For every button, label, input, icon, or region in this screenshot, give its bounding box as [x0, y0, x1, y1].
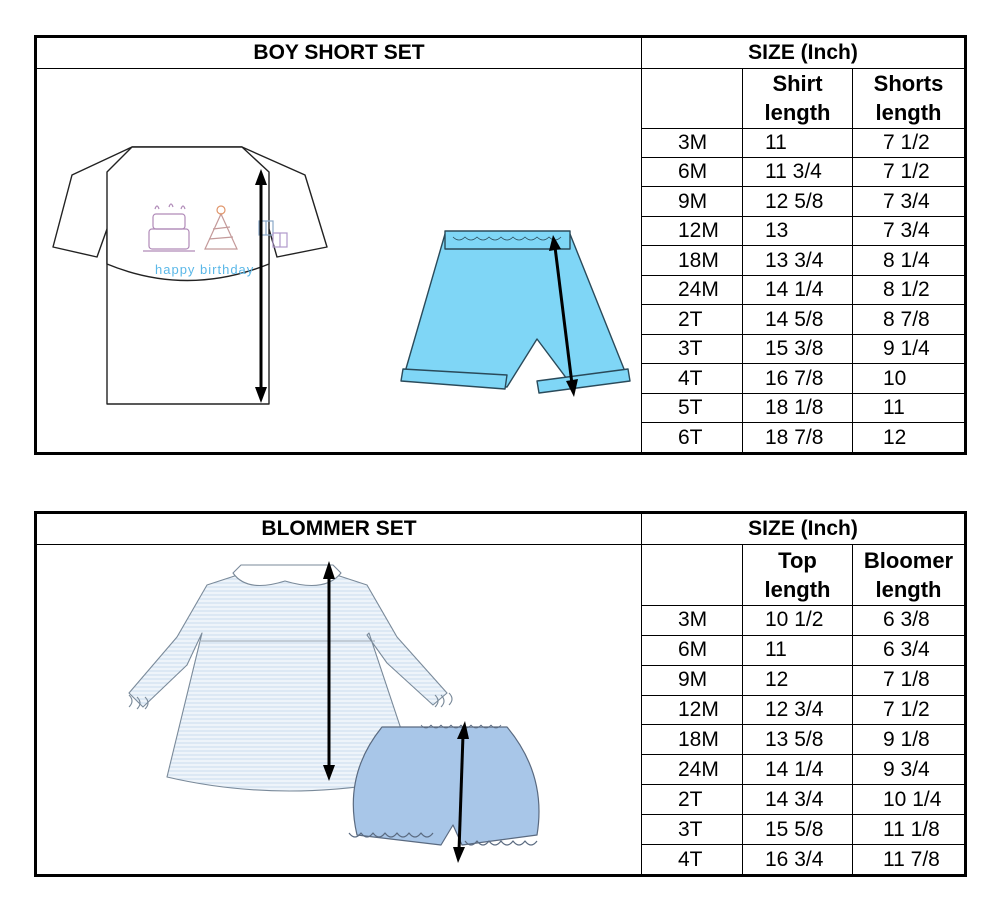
shirt-length-value: 18 7/8 [743, 423, 853, 453]
boy-outfit-drawing [37, 69, 642, 455]
bloomer-size-col-header [642, 544, 743, 605]
size-label: 24M [642, 755, 743, 785]
shorts-length-value: 9 1/4 [853, 334, 965, 363]
bloomer-length-value: 9 1/8 [853, 725, 965, 755]
top-length-value: 10 1/2 [743, 605, 853, 635]
bloomer-size-table [36, 513, 965, 875]
shirt-length-value: 14 5/8 [743, 305, 853, 334]
boy-short-set-chart [34, 35, 967, 455]
top-length-value: 12 [743, 665, 853, 695]
size-label: 18M [642, 246, 743, 275]
shorts-length-value: 8 7/8 [853, 305, 965, 334]
shorts-length-value: 7 1/2 [853, 128, 965, 157]
bloomer-set-illustration [37, 544, 642, 874]
bloomer-length-value: 9 3/4 [853, 755, 965, 785]
boy-set-title: BOY SHORT SET [37, 38, 642, 69]
size-label: 12M [642, 216, 743, 245]
boy-size-col-header [642, 68, 743, 128]
boy-set-illustration [37, 68, 642, 453]
top-length-value: 13 5/8 [743, 725, 853, 755]
bloomer-length-header: Bloomer length [853, 544, 965, 605]
shirt-length-value: 12 5/8 [743, 187, 853, 216]
size-label: 6M [642, 157, 743, 186]
bloomer-length-value: 7 1/8 [853, 665, 965, 695]
bloomer-size-header: SIZE (Inch) [642, 514, 965, 545]
shirt-length-header: Shirt length [743, 68, 853, 128]
bloomer-length-value: 11 1/8 [853, 815, 965, 845]
shorts-length-value: 7 3/4 [853, 187, 965, 216]
shirt-length-value: 13 3/4 [743, 246, 853, 275]
size-label: 3T [642, 334, 743, 363]
size-label: 6T [642, 423, 743, 453]
bloomer-set-title: BLOMMER SET [37, 514, 642, 545]
top-length-header: Top length [743, 544, 853, 605]
bloomer-length-value: 6 3/8 [853, 605, 965, 635]
top-length-value: 15 5/8 [743, 815, 853, 845]
bloomer-length-value: 7 1/2 [853, 695, 965, 725]
top-length-value: 16 3/4 [743, 845, 853, 875]
shirt-length-value: 13 [743, 216, 853, 245]
size-label: 2T [642, 305, 743, 334]
size-label: 24M [642, 275, 743, 304]
top-length-value: 12 3/4 [743, 695, 853, 725]
bloomer-outfit-drawing [37, 545, 642, 877]
shirt-length-value: 11 3/4 [743, 157, 853, 186]
size-label: 3T [642, 815, 743, 845]
shorts-length-value: 8 1/4 [853, 246, 965, 275]
size-label: 9M [642, 187, 743, 216]
bloomer-illustration [349, 725, 539, 845]
shorts-length-value: 7 1/2 [853, 157, 965, 186]
size-label: 9M [642, 665, 743, 695]
bloomer-length-value: 10 1/4 [853, 785, 965, 815]
size-label: 6M [642, 635, 743, 665]
bloomer-set-chart [34, 511, 967, 877]
size-label: 3M [642, 128, 743, 157]
shorts-length-value: 11 [853, 393, 965, 422]
shirt-length-value: 14 1/4 [743, 275, 853, 304]
top-length-value: 14 1/4 [743, 755, 853, 785]
size-label: 4T [642, 364, 743, 393]
shorts-length-value: 12 [853, 423, 965, 453]
size-label: 5T [642, 393, 743, 422]
size-label: 4T [642, 845, 743, 875]
size-label: 3M [642, 605, 743, 635]
top-length-value: 14 3/4 [743, 785, 853, 815]
boy-size-header: SIZE (Inch) [642, 38, 965, 69]
shirt-length-value: 15 3/8 [743, 334, 853, 363]
size-label: 2T [642, 785, 743, 815]
top-length-value: 11 [743, 635, 853, 665]
shorts-length-value: 10 [853, 364, 965, 393]
size-label: 18M [642, 725, 743, 755]
shirt-length-value: 11 [743, 128, 853, 157]
shirt-length-value: 16 7/8 [743, 364, 853, 393]
shorts-length-header: Shorts length [853, 68, 965, 128]
size-label: 12M [642, 695, 743, 725]
shorts-length-value: 8 1/2 [853, 275, 965, 304]
shorts-illustration [401, 231, 630, 393]
shirt-length-value: 18 1/8 [743, 393, 853, 422]
shorts-length-value: 7 3/4 [853, 216, 965, 245]
bloomer-length-value: 11 7/8 [853, 845, 965, 875]
bloomer-length-value: 6 3/4 [853, 635, 965, 665]
boy-size-table [36, 37, 965, 453]
embroidery-text: happy birthday [155, 261, 255, 277]
